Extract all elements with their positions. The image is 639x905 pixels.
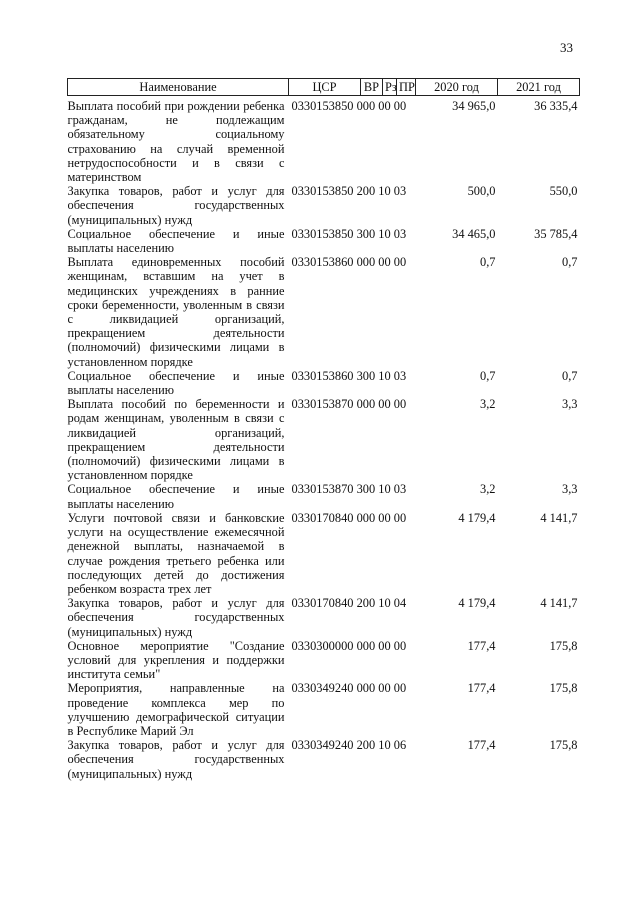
row-pr: 03 — [393, 482, 407, 497]
row-classification-code — [289, 369, 416, 397]
row-name: Социальное обеспечение и иные выплаты населению — [67, 482, 285, 511]
row-name: Выплата пособий при рождении ребенка гражданам, не подлежащим обязательному социальному страхованию на случай временной нетрудоспособности и в связи с материнством — [67, 99, 285, 185]
row-2021: 0,7 — [562, 368, 578, 383]
row-csr: 0330153850 — [291, 226, 354, 241]
row-2021: 3,3 — [562, 397, 578, 412]
row-rz: 00 — [378, 681, 391, 696]
row-2020: 0,7 — [480, 255, 496, 270]
row-vr: 000 — [356, 681, 376, 696]
row-name: Социальное обеспечение и иные выплаты населению — [67, 226, 285, 256]
row-2021: 0,7 — [562, 255, 578, 270]
row-rz: 10 — [378, 368, 391, 383]
row-classification-code — [289, 482, 416, 510]
row-name: Закупка товаров, работ и услуг для обеспечения государственных (муниципальных) нужд — [67, 738, 285, 781]
row-name: Закупка товаров, работ и услуг для обеспечения государственных (муниципальных) нужд — [67, 184, 285, 227]
row-csr: 0330153870 — [291, 397, 354, 412]
row-2021: 3,3 — [562, 482, 578, 497]
row-2020: 177,4 — [467, 738, 496, 753]
row-csr: 0330349240 — [291, 681, 354, 696]
row-csr: 0330170840 — [291, 596, 354, 611]
row-2021: 175,8 — [549, 681, 578, 696]
row-rz: 10 — [378, 226, 391, 241]
table-row — [68, 639, 580, 682]
row-2020: 4 179,4 — [458, 510, 496, 525]
row-pr: 00 — [393, 397, 407, 412]
row-name: Закупка товаров, работ и услуг для обеспечения государственных (муниципальных) нужд — [67, 596, 285, 639]
row-2021: 550,0 — [549, 184, 578, 199]
row-pr: 00 — [393, 99, 407, 113]
row-2021: 36 335,4 — [534, 99, 578, 113]
row-rz: 00 — [378, 510, 391, 525]
row-classification-code — [289, 596, 416, 639]
row-vr: 300 — [356, 226, 376, 241]
row-2020: 34 465,0 — [452, 226, 496, 241]
row-rz: 00 — [378, 638, 391, 653]
header-pr: ПР — [397, 79, 416, 96]
row-classification-code — [289, 397, 416, 482]
row-csr: 0330349240 — [291, 738, 354, 753]
row-rz: 10 — [378, 738, 391, 753]
row-csr: 0330170840 — [291, 510, 354, 525]
row-2021: 4 141,7 — [540, 510, 578, 525]
row-2020: 3,2 — [480, 482, 496, 497]
table-row — [68, 738, 580, 781]
row-csr: 0330300000 — [291, 638, 354, 653]
row-name: Социальное обеспечение и иные выплаты населению — [67, 368, 285, 398]
row-rz: 10 — [378, 184, 391, 199]
row-2020: 177,4 — [467, 638, 496, 653]
row-2020: 34 965,0 — [452, 99, 496, 113]
row-vr: 000 — [356, 510, 376, 525]
row-vr: 000 — [356, 638, 376, 653]
row-pr: 03 — [393, 368, 407, 383]
row-pr: 06 — [393, 738, 407, 753]
row-classification-code — [289, 227, 416, 255]
row-classification-code — [289, 255, 416, 369]
row-vr: 300 — [356, 482, 376, 497]
row-pr: 00 — [393, 255, 407, 270]
header-rz: Рз — [383, 79, 397, 96]
page-number: 33 — [560, 40, 573, 55]
row-vr: 200 — [356, 738, 376, 753]
row-pr: 00 — [393, 638, 407, 653]
budget-table — [67, 78, 580, 781]
row-name: Мероприятия, направленные на проведение комплекса мер по улучшению демографической ситуации в Республике Марий Эл — [67, 681, 285, 738]
row-2021: 35 785,4 — [534, 226, 578, 241]
header-2021: 2021 год — [498, 79, 580, 96]
row-name: Основное мероприятие "Создание условий для укрепления и поддержки института семьи" — [67, 638, 285, 682]
row-name: Выплата пособий по беременности и родам женщинам, уволенным в связи с ликвидацией организаций, прекращением деятельности (полномочий) физическими лицами в установленном порядке — [67, 397, 285, 483]
row-vr: 200 — [356, 184, 376, 199]
row-csr: 0330153850 — [291, 99, 354, 113]
table-row — [68, 681, 580, 738]
header-2020: 2020 год — [416, 79, 498, 96]
table-row — [68, 96, 580, 185]
row-vr: 200 — [356, 596, 376, 611]
table-row — [68, 482, 580, 510]
row-vr: 300 — [356, 368, 376, 383]
row-2020: 500,0 — [467, 184, 496, 199]
row-vr: 000 — [356, 397, 376, 412]
table-header-row — [68, 79, 580, 96]
row-classification-code — [289, 639, 416, 682]
row-csr: 0330153870 — [291, 482, 354, 497]
row-csr: 0330153850 — [291, 184, 354, 199]
row-2020: 0,7 — [480, 368, 496, 383]
row-2021: 4 141,7 — [540, 596, 578, 611]
row-2020: 3,2 — [480, 397, 496, 412]
table-row — [68, 255, 580, 369]
row-vr: 000 — [356, 255, 376, 270]
table-row — [68, 369, 580, 397]
row-name: Услуги почтовой связи и банковские услуги на осуществление ежемесячной денежной выплаты, назначаемой в случае рождения третьего ребенка или последующих детей до достижения ребенком возраста трех лет — [67, 510, 285, 596]
row-2021: 175,8 — [549, 738, 578, 753]
table-row — [68, 397, 580, 482]
row-pr: 00 — [393, 510, 407, 525]
row-rz: 00 — [378, 255, 391, 270]
row-classification-code — [289, 738, 416, 781]
row-rz: 00 — [378, 99, 391, 113]
row-2020: 4 179,4 — [458, 596, 496, 611]
row-2021: 175,8 — [549, 638, 578, 653]
row-classification-code — [289, 96, 416, 185]
header-vr: ВР — [361, 79, 383, 96]
table-row — [68, 227, 580, 255]
row-rz: 10 — [378, 596, 391, 611]
row-name: Выплата единовременных пособий женщинам, вставшим на учет в медицинских учреждениях в ранние сроки беременности, уволенным в связи с ликвидацией организаций, прекращением деятельности (полномочий) физическими лицами в установленном порядке — [67, 255, 285, 369]
table-row — [68, 511, 580, 596]
row-csr: 0330153860 — [291, 255, 354, 270]
header-csr: ЦСР — [289, 79, 361, 96]
row-rz: 10 — [378, 482, 391, 497]
row-pr: 03 — [393, 226, 407, 241]
header-name: Наименование — [68, 79, 289, 96]
row-csr: 0330153860 — [291, 368, 354, 383]
row-classification-code — [289, 511, 416, 596]
table-body — [68, 96, 580, 781]
table-row — [68, 596, 580, 639]
row-2020: 177,4 — [467, 681, 496, 696]
row-classification-code — [289, 184, 416, 227]
row-rz: 00 — [378, 397, 391, 412]
row-pr: 03 — [393, 184, 407, 199]
row-vr: 000 — [356, 99, 376, 113]
row-pr: 04 — [393, 596, 407, 611]
table-row — [68, 184, 580, 227]
row-classification-code — [289, 681, 416, 738]
row-pr: 00 — [393, 681, 407, 696]
